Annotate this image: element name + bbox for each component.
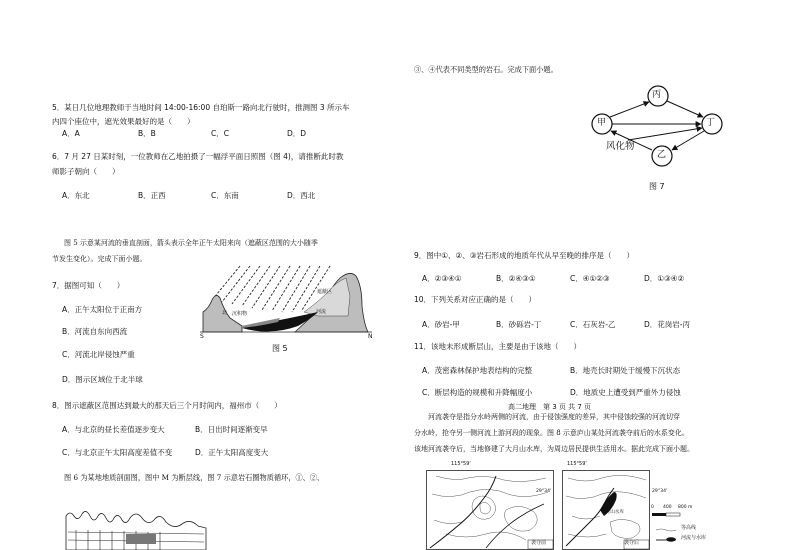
q8-option-d: D．正午太阳高度变大 [195,448,269,457]
map-scale-bar [652,512,712,518]
fig5-intro-line2: 节发生变化）。完成下面小题。 [52,255,147,263]
fig7-node-ding: 丁 [706,118,716,128]
fig5-south-label: S [200,333,204,340]
fig5-intro-line1: 图 5 示意某河流的垂直剖面，箭头表示全年正午太阳来向（遮蔽区范围的大小随季 [64,239,318,247]
map1-longitude: 115°59' [451,461,471,467]
q6-option-d: D．西北 [287,191,316,200]
page-footer: 高二地理 第 3 页 共 7 页 [508,403,592,411]
passage-line3: 该地河流袭夺后，当地修建了大月山水库，为周边居民提供生活用水。据此完成下面小题。 [414,445,694,453]
q5-stem-line1: 5．某日几位地理教师于当地时间 14:00-16:00 自珀斯一路向北行驶时，推测图 3 所示车 [52,103,350,112]
q11-option-b: B．地壳长时期处于缓慢下沉状态 [570,366,681,375]
q11-option-c: C．断层构造的规模和升降幅度小 [422,388,533,397]
fig7-node-bing: 丙 [652,90,662,100]
q9-option-c: C．④①②③ [570,274,610,283]
map1-tag: 袭夺前 [531,540,547,546]
q6-option-a: A．东北 [62,191,90,200]
q10-stem: 10．下列关系对应正确的是（ ） [414,295,537,304]
q7-stem: 7．据图可知（ ） [52,281,125,290]
fig6-intro: 图 6 为某地地质剖面图，图中 M 为断层线，图 7 示意岩石圈物质循环，①、②、 [64,473,325,482]
legend-river-label: 河流与水库 [681,535,707,541]
q8-stem: 8．图示遮蔽区范围达到最大的那天后三个月时间内，福州市（ ） [52,401,282,410]
legend-river-symbol [656,537,676,542]
fig7-node-jia: 甲 [597,118,607,128]
fig5-shaded-label: 遮蔽区 [317,289,333,295]
q5-option-c: C．C [211,129,229,138]
map2-latitude: 29°34' [652,489,668,494]
q11-option-d: D．地质史上遭受到严重外力侵蚀 [570,388,681,397]
q6-stem-line1: 6．7 月 27 日某时刻，一位教师在乙地拍摄了一幅浮平面日照图（图 4)，请推断此时教 [52,152,344,161]
q6-stem-line2: 师影子朝向（ ） [52,167,120,176]
q6-option-c: C．东南 [211,191,239,200]
map2-longitude: 115°59' [567,461,587,467]
q9-option-d: D．①③④② [644,274,685,283]
map1-latitude: 29°34' [536,489,552,494]
q10-option-c: C．石灰岩-乙 [570,320,616,329]
map2-tag: 袭夺后 [624,540,640,546]
q11-stem: 11．该地未形成断层山，主要是由于该地（ ） [414,342,582,351]
scale-zero: 0 [651,505,654,510]
passage-line2: 分水岭，抢夺另一侧河流上游河段的现象。图 8 示意庐山某处河流袭夺前后的水系变化。 [414,429,689,437]
q9-option-b: B．②④③① [496,274,536,283]
sun-ray-arrows [212,266,333,312]
fig5-caption: 图 5 [272,344,288,353]
reservoir-label: 大月山水库 [601,510,624,515]
fig5-sediment-label: 沉积物 [232,311,248,317]
shaded-zone [304,278,350,316]
legend-contour-symbol [656,528,676,532]
passage-line1: 河流袭夺是指分水岭两侧的河流，由于侵蚀强度的差异，其中侵蚀较强的河流切穿 [428,413,680,421]
q7-option-d: D．图示区域位于北半球 [62,375,143,384]
figure-8-map-before [426,470,554,550]
q7-option-a: A．正午太阳位于正南方 [62,305,143,314]
fig7-caption: 图 7 [649,182,665,191]
q11-option-a: A．茂密森林保护地表结构的完整 [422,366,533,375]
q10-option-b: B．砂砾岩-丁 [496,320,542,329]
fig5-river-mark: 河流 [316,309,327,315]
figure-5-river-profile [200,266,380,342]
q7-option-b: B．河流自东向西流 [62,327,128,336]
q5-stem-line2: 内四个座位中，遮光效果最好的是（ ） [52,117,195,126]
q10-option-d: D．花岗岩-丙 [644,320,690,329]
q8-option-c: C．与北京正午太阳高度差值不变 [62,448,173,457]
scale-800: 800 m [678,505,693,510]
q8-option-a: A．与北京的昼长差值逐步变大 [62,425,165,434]
fig5-north-label: N [368,333,373,340]
q6-option-b: B．正西 [138,191,166,200]
fig7-weathering-label: 风化物 [606,141,635,152]
q5-option-d: D．D [287,129,307,138]
fig5-river-label: 北 [222,310,228,316]
q7-option-c: C．河流北岸侵蚀严重 [62,350,135,359]
figure-6-geologic-section [66,504,206,550]
q5-option-a: A．A [62,129,80,138]
q10-option-a: A．砂岩-甲 [422,320,460,329]
q9-group-intro: ③、④代表不同类型的岩石。完成下面小题。 [414,65,558,74]
q9-option-a: A．②③④① [422,274,462,283]
scale-400: 400 [663,505,672,510]
q8-option-b: B．日出时间逐渐变早 [195,425,268,434]
q5-option-b: B．B [138,129,156,138]
fig7-node-yi: 乙 [657,150,667,160]
legend-contour-label: 等高线 [681,525,697,531]
q9-stem: 9．图中①、②、③岩石形成的地质年代从早至晚的排序是（ ） [414,251,634,260]
